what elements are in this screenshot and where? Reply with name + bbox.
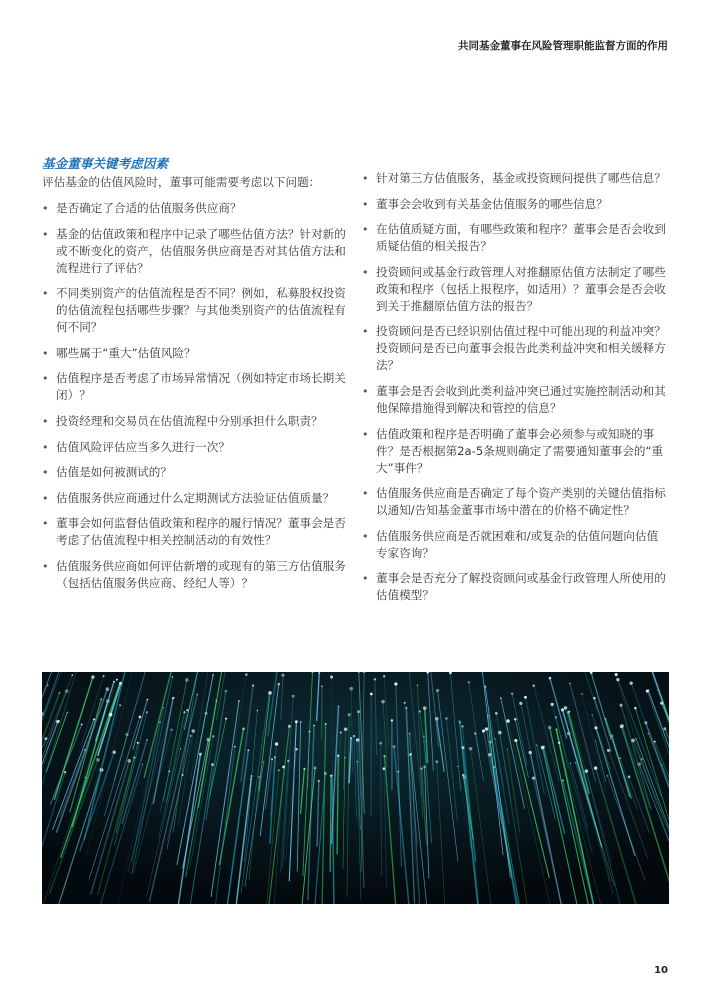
section-intro: 评估基金的估值风险时，董事可能需要考虑以下问题： [42, 175, 321, 189]
light-spark [561, 708, 564, 711]
light-spark [313, 725, 315, 727]
light-spark [615, 673, 618, 676]
bullet-dot-icon: • [42, 517, 49, 531]
light-spark [71, 674, 73, 676]
light-spark [519, 702, 522, 705]
light-spark [116, 679, 118, 681]
light-spark [295, 748, 297, 750]
light-spark [370, 693, 373, 696]
bullet-dot-icon: • [42, 287, 49, 301]
light-spark [344, 728, 347, 731]
light-spark [619, 757, 620, 758]
light-spark [172, 697, 174, 699]
bullet-item [42, 345, 348, 362]
light-spark [405, 707, 407, 709]
light-spark [507, 749, 508, 750]
light-spark [344, 757, 345, 758]
light-spark [172, 676, 174, 678]
light-spark [469, 747, 472, 750]
bullet-dot-icon: • [362, 197, 369, 211]
light-spark [551, 703, 554, 706]
light-spark [409, 732, 411, 734]
bullet-dot-icon: • [42, 440, 49, 454]
light-spark [113, 681, 115, 683]
light-spark [379, 742, 382, 745]
right-bullet-list [362, 170, 668, 604]
bullet-text: 投资顾问是否已经识别估值过程中可能出现的利益冲突？投资顾问是否已向董事会报告此类利益冲突和相关缓释方法？ [376, 324, 666, 373]
light-spark [251, 775, 253, 777]
light-spark [271, 758, 273, 760]
light-spark [383, 755, 385, 757]
light-spark [263, 761, 264, 762]
bullet-item [362, 528, 668, 562]
light-spark [100, 698, 102, 700]
light-spark [64, 771, 66, 773]
light-spark [163, 707, 164, 708]
light-spark [321, 685, 323, 687]
light-spark [295, 720, 298, 723]
light-spark [340, 731, 342, 733]
light-spark [436, 689, 439, 692]
light-spark [524, 696, 527, 699]
light-spark [206, 738, 210, 742]
bullet-text: 董事会如何监督估值政策和程序的履行情况？董事会是否考虑了估值流程中相关控制活动的有效性？ [56, 516, 346, 548]
light-spark [225, 690, 227, 692]
light-spark [65, 689, 69, 693]
light-spark [199, 753, 202, 756]
light-spark [423, 765, 426, 768]
light-spark [139, 716, 142, 719]
light-spark [383, 675, 385, 677]
light-spark [189, 735, 191, 737]
light-spark [485, 727, 488, 730]
light-spark [391, 719, 393, 721]
light-spark [281, 673, 284, 676]
light-spark [350, 737, 352, 739]
light-spark [506, 719, 510, 723]
bullet-dot-icon: • [362, 265, 369, 279]
light-spark [91, 675, 94, 678]
light-spark [96, 758, 100, 762]
light-spark [349, 687, 353, 691]
light-spark [234, 746, 236, 748]
light-spark [423, 736, 424, 737]
bullet-item [42, 515, 348, 549]
light-spark [314, 766, 317, 769]
light-spark [170, 729, 172, 731]
light-spark [357, 710, 360, 713]
light-spark [594, 726, 597, 729]
light-spark [268, 693, 270, 695]
bullet-item [362, 485, 668, 519]
section-title: 基金董事关键考虑因素 [42, 156, 168, 171]
light-spark [353, 735, 355, 737]
light-spark [84, 777, 85, 778]
bullet-item [362, 383, 668, 417]
bullet-item [42, 413, 348, 430]
bullet-text: 针对第三方估值服务，基金或投资顾问提供了哪些信息？ [376, 171, 666, 185]
bullet-item [42, 464, 348, 481]
bullet-text: 董事会是否充分了解投资顾问或基金行政管理人所使用的估值模型？ [376, 571, 666, 603]
light-spark [211, 763, 214, 766]
light-spark [81, 723, 83, 725]
light-spark [435, 717, 439, 721]
bullet-item [362, 570, 668, 604]
bullet-text: 估值服务供应商是否就困难和/或复杂的估值问题向估值专家咨询？ [376, 528, 659, 560]
light-spark [423, 706, 427, 710]
light-spark [541, 746, 545, 750]
light-spark [216, 700, 218, 702]
light-spark [325, 723, 327, 725]
light-spark [127, 759, 131, 763]
light-spark [607, 749, 610, 752]
bullet-dot-icon: • [42, 227, 49, 241]
light-spark [558, 742, 560, 744]
light-spark [536, 744, 537, 745]
bullet-item [362, 264, 668, 315]
light-spark [532, 777, 535, 780]
bullet-dot-icon: • [362, 572, 369, 586]
bullet-text: 估值政策和程序是否明确了董事会必须参与或知晓的事件？是否根据第2a-5条规则确定了需要通知董事会的“重大”事件？ [376, 426, 664, 475]
bullet-item [42, 370, 348, 404]
light-spark [205, 712, 208, 715]
light-spark [106, 687, 110, 691]
bullet-item [42, 439, 348, 456]
light-spark [93, 718, 95, 720]
light-spark [245, 673, 248, 676]
bullet-item [362, 221, 668, 255]
light-spark [44, 737, 47, 740]
bullet-text: 估值程序是否考虑了市场异常情况（例如特定市场长期关闭）？ [56, 371, 346, 403]
light-streaks-image [42, 672, 669, 904]
light-spark [663, 727, 666, 730]
bullet-text: 是否确定了合适的估值服务供应商？ [56, 201, 242, 215]
light-spark [458, 721, 461, 724]
light-spark [147, 699, 149, 701]
light-spark [58, 692, 60, 694]
light-spark [417, 684, 419, 686]
bullet-item [42, 226, 348, 277]
light-spark [292, 695, 295, 698]
light-spark [549, 677, 552, 680]
bullet-text: 在估值质疑方面，有哪些政策和程序？董事会是否会收到质疑估值的相关报告？ [376, 222, 666, 254]
light-spark [247, 749, 249, 751]
light-spark [514, 739, 517, 742]
bullet-item [362, 196, 668, 213]
light-spark [634, 707, 637, 710]
light-spark [66, 711, 68, 713]
light-spark [212, 735, 214, 737]
light-spark [242, 727, 245, 730]
light-spark [594, 766, 597, 769]
light-spark [474, 732, 476, 734]
light-spark [630, 681, 633, 684]
page-number: 10 [654, 965, 668, 976]
light-spark [330, 675, 333, 678]
bullet-dot-icon: • [42, 491, 49, 505]
light-spark [593, 697, 596, 700]
light-spark [462, 774, 464, 776]
bullet-dot-icon: • [362, 223, 369, 237]
light-spark [657, 690, 658, 691]
bullet-text: 估值是如何被测试的？ [56, 465, 172, 480]
light-spark [348, 713, 351, 716]
light-spark [185, 678, 189, 682]
light-spark [570, 763, 571, 764]
light-spark [330, 775, 332, 777]
light-spark [119, 704, 121, 706]
bullet-dot-icon: • [42, 372, 49, 386]
bullet-item [362, 323, 668, 374]
light-spark [137, 742, 139, 744]
bullet-item [42, 490, 348, 507]
light-spark [109, 713, 113, 717]
bullet-dot-icon: • [362, 487, 369, 501]
bullet-dot-icon: • [42, 346, 49, 360]
light-spark [445, 717, 448, 720]
bullet-dot-icon: • [42, 466, 49, 480]
light-spark [404, 702, 406, 704]
light-spark [374, 678, 376, 680]
light-spark [514, 718, 517, 721]
light-spark [356, 740, 358, 742]
light-spark [300, 721, 301, 722]
light-spark [338, 706, 339, 707]
right-column [362, 170, 668, 613]
left-column [42, 156, 348, 601]
light-spark [277, 683, 280, 686]
bullet-text: 估值服务供应商是否确定了每个资产类别的关键估值指标以通知/告知基金董事市场中潜在的价格不确定性？ [376, 486, 666, 518]
light-spark [467, 681, 470, 684]
light-spark [487, 715, 489, 717]
light-spark [180, 748, 181, 749]
bullet-text: 投资顾问或基金行政管理人对推翻原估值方法制定了哪些政策和程序（包括上报程序，如适用）？董事会是否会收到关于推翻原估值方法的报告？ [376, 264, 666, 313]
light-spark [183, 711, 185, 713]
bullet-item [362, 170, 668, 187]
light-spark [575, 762, 577, 764]
light-spark [288, 725, 291, 728]
bullet-text: 董事会是否会收到此类利益冲突已通过实施控制活动和其他保障措施得到解决和管控的信息？ [376, 383, 666, 415]
light-spark [461, 725, 463, 727]
light-spark [611, 734, 614, 737]
light-spark [146, 739, 148, 741]
light-spark [419, 710, 421, 712]
light-spark [394, 682, 397, 685]
light-spark [308, 731, 310, 733]
light-spark [146, 711, 148, 713]
light-spark [47, 685, 48, 686]
bullet-text: 董事会会收到有关基金估值服务的哪些信息？ [376, 196, 608, 211]
left-bullet-list [42, 200, 348, 592]
light-spark [482, 729, 485, 732]
bullet-item [42, 558, 348, 592]
light-spark [592, 714, 593, 715]
light-spark [303, 768, 305, 770]
light-spark [581, 693, 583, 695]
light-spark [562, 779, 564, 781]
bullet-dot-icon: • [362, 384, 369, 398]
light-streaks-graphic [42, 672, 669, 904]
light-spark [567, 711, 570, 714]
light-spark [420, 767, 422, 769]
light-spark [660, 702, 663, 705]
light-spark [252, 684, 254, 686]
light-spark [225, 718, 227, 720]
light-spark [484, 686, 486, 688]
light-spark [548, 726, 552, 730]
light-spark [56, 720, 59, 723]
light-spark [495, 712, 498, 715]
light-spark [393, 745, 396, 748]
light-spark [628, 776, 631, 779]
light-spark [555, 728, 557, 730]
light-spark [287, 760, 289, 762]
light-spark [595, 740, 596, 741]
light-spark [318, 780, 320, 782]
bullet-dot-icon: • [42, 559, 49, 573]
running-header: 共同基金董事在风险管理职能监督方面的作用 [458, 40, 668, 52]
light-spark [644, 721, 647, 724]
light-spark [435, 760, 438, 763]
bullet-item [42, 200, 348, 217]
bullet-text: 估值服务供应商如何评估新增的或现有的第三方估值服务（包括估值服务供应商、经纪人等）？ [56, 558, 346, 590]
light-spark [103, 675, 105, 677]
light-spark [616, 678, 619, 681]
bullet-text: 估值服务供应商通过什么定期测试方法验证估值质量？ [56, 490, 335, 505]
light-spark [606, 775, 608, 777]
light-spark [569, 683, 571, 685]
light-spark [192, 729, 195, 732]
light-spark [500, 697, 502, 699]
light-spark [532, 684, 535, 687]
light-spark [168, 771, 170, 773]
light-spark [555, 716, 558, 719]
light-spark [212, 674, 214, 676]
light-spark [489, 741, 492, 744]
light-spark [257, 710, 258, 711]
light-spark [238, 700, 240, 702]
light-spark [564, 706, 568, 710]
light-spark [275, 742, 278, 745]
light-spark [196, 694, 198, 696]
light-spark [142, 764, 143, 765]
bullet-text: 不同类别资产的估值流程是否不同？例如，私募股权投资的估值流程包括哪些步骤？与其他类别资产的估值流程有何不同？ [56, 286, 346, 335]
bullet-item [42, 285, 348, 336]
bullet-text: 投资经理和交易员在估值流程中分别承担什么职责？ [56, 413, 323, 428]
light-spark [119, 683, 120, 684]
bullet-dot-icon: • [362, 529, 369, 543]
bullet-item [362, 426, 668, 477]
light-spark [278, 769, 280, 771]
bullet-dot-icon: • [362, 325, 369, 339]
light-spark [324, 772, 327, 775]
bullet-dot-icon: • [362, 172, 369, 185]
bullet-text: 哪些属于“重大”估值风险？ [56, 345, 196, 360]
bullet-dot-icon: • [362, 427, 369, 441]
light-spark [620, 704, 623, 707]
bullet-dot-icon: • [42, 202, 49, 215]
light-spark [620, 725, 624, 729]
bullet-dot-icon: • [42, 414, 49, 428]
light-spark [635, 738, 636, 739]
light-spark [654, 741, 656, 743]
bullet-text: 估值风险评估应当多久进行一次？ [56, 439, 230, 454]
bullet-text: 基金的估值政策和程序中记录了哪些估值方法？针对新的或不断变化的资产，估值服务供应商是否对其估值方法和流程进行了评估？ [56, 226, 346, 275]
light-spark [646, 690, 649, 693]
light-spark [511, 692, 514, 695]
light-spark [113, 751, 116, 754]
light-spark [381, 700, 385, 704]
